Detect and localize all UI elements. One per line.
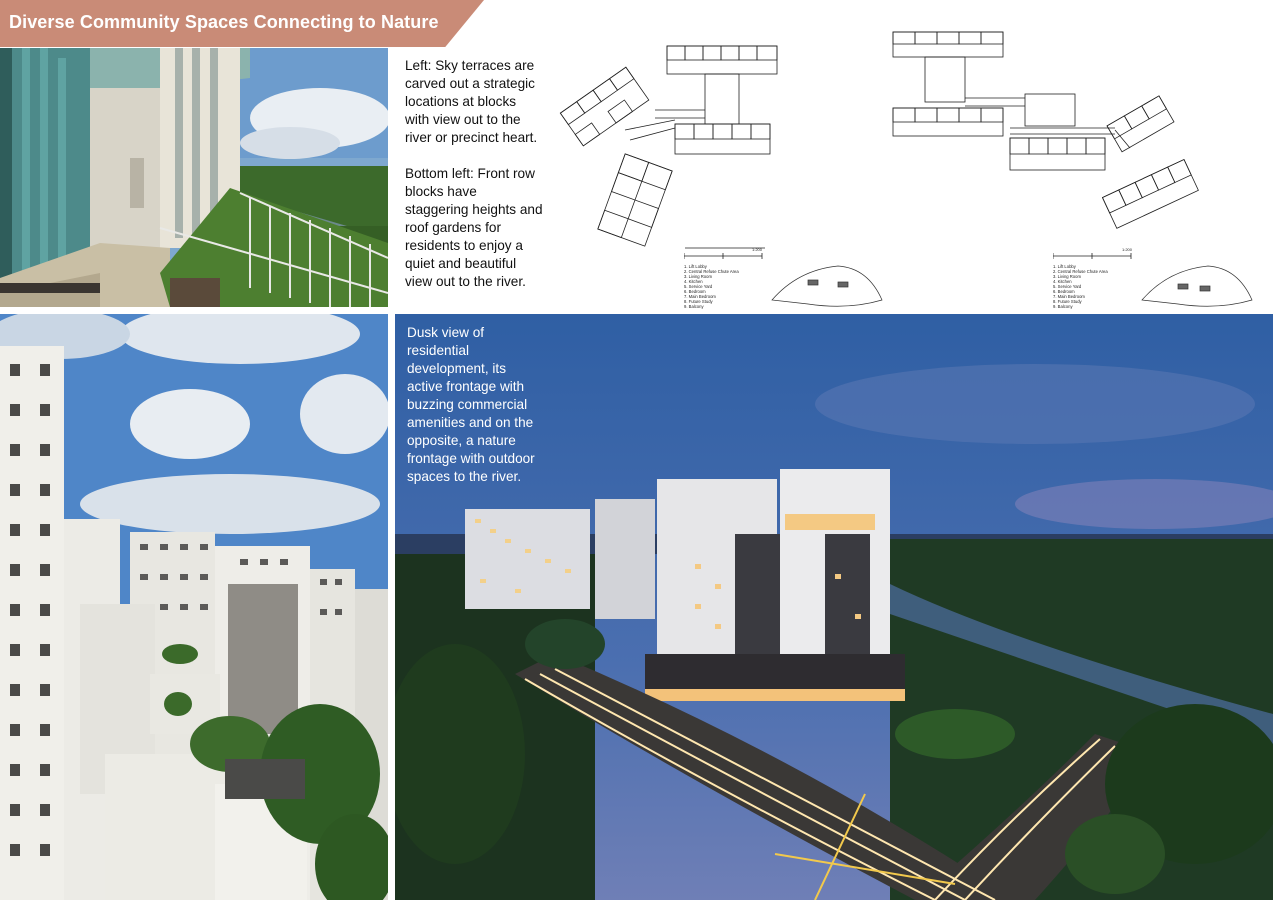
legend-item: 5. Service Yard [1053, 284, 1082, 289]
floor-plan-right [885, 28, 1215, 238]
legend-item: 9. Balcony [1053, 304, 1073, 309]
legend-item: 6. Bedroom [684, 289, 706, 294]
legend-item: 1. Lift Lobby [684, 264, 707, 269]
plan-left-scale: 1:200 [752, 247, 763, 252]
legend-item: 2. Central Refuse Chute Area [1053, 269, 1108, 274]
sky-terrace-caption-block [405, 57, 543, 309]
scale-bar-left [684, 252, 764, 260]
blocks-photo [0, 314, 388, 900]
plan-left-legend [684, 264, 739, 309]
plan-right-scale: 1:200 [1122, 247, 1133, 252]
legend-item: 1. Lift Lobby [1053, 264, 1076, 269]
legend-item: 7. Main Bedroom [1053, 294, 1085, 299]
legend-item: 4. Kitchen [684, 279, 703, 284]
legend-item: 5. Service Yard [684, 284, 713, 289]
legend-item: 3. Living Room [684, 274, 712, 279]
key-plan-left [768, 260, 886, 310]
legend-item: 8. Future Study [1053, 299, 1082, 304]
legend-item: 9. Balcony [684, 304, 704, 309]
page-title: Diverse Community Spaces Connecting to Nature [9, 12, 439, 32]
legend-item: 8. Future Study [684, 299, 713, 304]
scale-bar-right [1053, 252, 1133, 260]
key-plan-right [1138, 260, 1256, 310]
legend-item: 7. Main Bedroom [684, 294, 716, 299]
front-row-caption: Bottom left: Front row blocks have staggering heights and roof gardens for residents to enjoy a quiet and beautiful view out to the river. [405, 166, 543, 289]
legend-item: 4. Kitchen [1053, 279, 1072, 284]
sky-terrace-caption: Left: Sky terraces are carved out a strategic locations at blocks with view out to the river or precinct heart. [405, 58, 538, 145]
dusk-view-caption: Dusk view of residential development, its active frontage with buzzing commercial amenities and on the opposite, a nature frontage with outdoor spaces to the river. [407, 325, 535, 484]
legend-item: 3. Living Room [1053, 274, 1081, 279]
plan-right-legend [1053, 264, 1108, 309]
legend-item: 2. Central Refuse Chute Area [684, 269, 739, 274]
sky-terrace-photo [0, 48, 388, 307]
legend-item: 6. Bedroom [1053, 289, 1075, 294]
floor-plan-left [555, 40, 785, 250]
